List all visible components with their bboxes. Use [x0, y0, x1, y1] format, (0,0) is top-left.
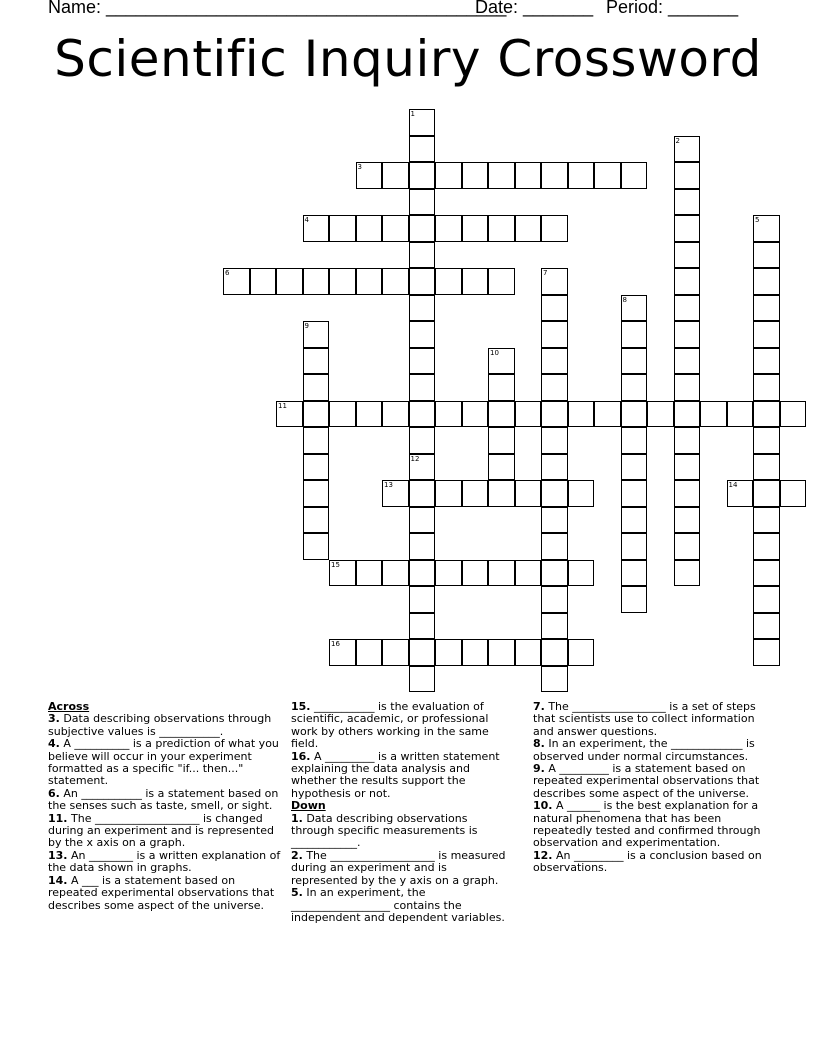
grid-cell[interactable] [356, 401, 383, 428]
grid-cell[interactable] [356, 639, 383, 666]
grid-cell[interactable] [753, 374, 780, 401]
grid-cell[interactable] [435, 215, 462, 242]
grid-cell[interactable] [329, 401, 356, 428]
grid-cell[interactable] [409, 533, 436, 560]
clue-item [533, 800, 765, 850]
grid-cell[interactable] [409, 295, 436, 322]
clue-number: 8 [622, 295, 627, 304]
grid-cell[interactable] [541, 507, 568, 534]
grid-cell[interactable] [541, 268, 568, 295]
grid-cell[interactable] [409, 136, 436, 163]
grid-cell[interactable] [515, 401, 542, 428]
clue-number: 11 [278, 401, 287, 410]
grid-cell[interactable] [674, 215, 701, 242]
grid-cell[interactable] [462, 162, 489, 189]
grid-cell[interactable] [621, 560, 648, 587]
grid-cell[interactable] [647, 401, 674, 428]
grid-cell[interactable] [515, 639, 542, 666]
grid-cell[interactable] [382, 560, 409, 587]
grid-cell[interactable] [303, 321, 330, 348]
grid-cell[interactable] [541, 348, 568, 375]
grid-cell[interactable] [488, 348, 515, 375]
grid-cell[interactable] [674, 454, 701, 481]
clue-number: 2 [675, 136, 680, 145]
grid-cell[interactable] [303, 507, 330, 534]
grid-cell[interactable] [409, 613, 436, 640]
grid-cell[interactable] [409, 666, 436, 693]
clue-item [48, 875, 284, 912]
grid-cell[interactable] [250, 268, 277, 295]
clue-number: 10. [533, 799, 553, 813]
grid-cell[interactable] [462, 560, 489, 587]
clue-number: 8. [533, 737, 545, 751]
clue-item [48, 788, 284, 813]
grid-cell[interactable] [329, 268, 356, 295]
clue-number: 1. [291, 811, 303, 825]
clues-column-2 [291, 701, 513, 924]
grid-cell[interactable] [409, 480, 436, 507]
clue-item [291, 813, 513, 850]
clue-item [533, 701, 765, 738]
grid-cell[interactable] [753, 586, 780, 613]
grid-cell[interactable] [488, 401, 515, 428]
grid-cell[interactable] [568, 639, 595, 666]
grid-cell[interactable] [303, 215, 330, 242]
grid-cell[interactable] [488, 560, 515, 587]
clue-text: In an experiment, the _____________ is observed under normal circumstances. [533, 737, 755, 763]
clue-text: An ________ is a written explanation of the data shown in graphs. [48, 848, 281, 875]
grid-cell[interactable] [727, 401, 754, 428]
clue-item [533, 738, 765, 763]
grid-cell[interactable] [515, 480, 542, 507]
clue-number: 13 [384, 481, 393, 489]
grid-cell[interactable] [753, 295, 780, 322]
grid-cell[interactable] [541, 295, 568, 322]
grid-cell[interactable] [753, 480, 780, 507]
grid-cell[interactable] [621, 454, 648, 481]
grid-cell[interactable] [515, 162, 542, 189]
grid-cell[interactable] [541, 560, 568, 587]
grid-cell[interactable] [541, 427, 568, 454]
clue-number: 6. [48, 786, 60, 800]
grid-cell[interactable] [674, 189, 701, 216]
clue-number: 4 [304, 216, 309, 224]
grid-cell[interactable] [303, 268, 330, 295]
grid-cell[interactable] [435, 560, 462, 587]
grid-cell[interactable] [621, 348, 648, 375]
grid-cell[interactable] [568, 560, 595, 587]
grid-cell[interactable] [435, 162, 462, 189]
clue-text: ___________ is the evaluation of scientific, academic, or professional work by others working in the same field. [291, 700, 489, 751]
grid-cell[interactable] [356, 268, 383, 295]
grid-cell[interactable] [753, 321, 780, 348]
clue-number: 2. [291, 848, 303, 862]
grid-cell[interactable] [435, 639, 462, 666]
clue-text: A __________ is a prediction of what you believe will occur in your experiment formatted as a specific "if... then..." statement. [48, 737, 279, 788]
down-heading: Down [291, 799, 326, 813]
grid-cell[interactable] [303, 480, 330, 507]
grid-cell[interactable] [409, 109, 436, 136]
grid-cell[interactable] [541, 666, 568, 693]
clue-text: The ___________________ is measured during an experiment and is represented by the y axis on a graph. [291, 848, 506, 887]
clue-text: A ______ is the best explanation for a natural phenomena that has been repeatedly tested and confirmed through observation and experimentation. [533, 799, 761, 850]
clue-text: Data describing observations through specific measurements is ____________. [291, 811, 478, 850]
grid-cell[interactable] [674, 242, 701, 269]
grid-cell[interactable] [329, 215, 356, 242]
grid-cell[interactable] [409, 586, 436, 613]
grid-cell[interactable] [409, 321, 436, 348]
grid-cell[interactable] [780, 401, 807, 428]
grid-cell[interactable] [674, 507, 701, 534]
grid-cell[interactable] [488, 427, 515, 454]
clue-text: A ___ is a statement based on repeated experimental observations that describes some aspect of the universe. [48, 873, 275, 912]
grid-cell[interactable] [568, 480, 595, 507]
grid-cell[interactable] [435, 401, 462, 428]
grid-cell[interactable] [541, 533, 568, 560]
grid-cell[interactable] [753, 639, 780, 666]
grid-cell[interactable] [753, 401, 780, 428]
clue-item [533, 763, 765, 800]
grid-cell[interactable] [409, 401, 436, 428]
grid-cell[interactable] [541, 401, 568, 428]
grid-cell[interactable] [753, 268, 780, 295]
clue-text: Data describing observations through subjective values is ___________. [48, 712, 272, 738]
grid-cell[interactable] [753, 507, 780, 534]
grid-cell[interactable] [329, 560, 356, 587]
grid-cell[interactable] [382, 639, 409, 666]
grid-cell[interactable] [409, 374, 436, 401]
clue-number: 12. [533, 848, 553, 862]
date-field[interactable]: Date: _______ [475, 0, 594, 17]
grid-cell[interactable] [727, 480, 754, 507]
clue-text: The _________________ is a set of steps that scientists use to collect information and answer questions. [533, 700, 756, 738]
across-heading: Across [48, 700, 90, 713]
grid-cell[interactable] [674, 268, 701, 295]
grid-cell[interactable] [488, 215, 515, 242]
clue-item [48, 813, 284, 850]
clue-number: 1 [410, 110, 415, 118]
grid-cell[interactable] [303, 533, 330, 560]
clue-number: 3 [357, 163, 362, 171]
grid-cell[interactable] [409, 560, 436, 587]
clue-number: 15. [291, 700, 311, 713]
clue-number: 13. [48, 848, 68, 862]
grid-cell[interactable] [674, 401, 701, 428]
grid-cell[interactable] [329, 639, 356, 666]
grid-cell[interactable] [409, 215, 436, 242]
grid-cell[interactable] [409, 348, 436, 375]
grid-cell[interactable] [541, 480, 568, 507]
clue-text: A _________ is a statement based on repeated experimental observations that describes some aspect of the universe. [533, 762, 760, 800]
clue-text: An ___________ is a statement based on the senses such as taste, smell, or sight. [48, 786, 279, 813]
grid-cell[interactable] [488, 374, 515, 401]
clue-number: 7. [533, 700, 545, 713]
grid-cell[interactable] [382, 215, 409, 242]
clue-number: 16. [291, 749, 311, 763]
grid-cell[interactable] [621, 427, 648, 454]
clue-number: 4. [48, 737, 60, 751]
grid-cell[interactable] [541, 215, 568, 242]
grid-cell[interactable] [276, 401, 303, 428]
grid-cell[interactable] [382, 401, 409, 428]
grid-cell[interactable] [621, 295, 648, 322]
grid-cell[interactable] [515, 560, 542, 587]
grid-cell[interactable] [674, 560, 701, 587]
clue-number: 14 [728, 481, 738, 489]
grid-cell[interactable] [409, 242, 436, 269]
grid-cell[interactable] [674, 374, 701, 401]
grid-cell[interactable] [303, 454, 330, 481]
grid-cell[interactable] [753, 348, 780, 375]
grid-cell[interactable] [700, 401, 727, 428]
grid-cell[interactable] [462, 480, 489, 507]
grid-cell[interactable] [621, 586, 648, 613]
grid-cell[interactable] [621, 480, 648, 507]
grid-cell[interactable] [382, 162, 409, 189]
grid-cell[interactable] [753, 613, 780, 640]
grid-cell[interactable] [621, 401, 648, 428]
grid-cell[interactable] [488, 454, 515, 481]
grid-cell[interactable] [753, 533, 780, 560]
clue-number: 7 [543, 269, 548, 277]
clue-number: 6 [225, 269, 230, 277]
grid-cell[interactable] [409, 268, 436, 295]
grid-cell[interactable] [462, 639, 489, 666]
clue-item [533, 850, 765, 875]
grid-cell[interactable] [303, 427, 330, 454]
grid-cell[interactable] [303, 401, 330, 428]
grid-cell[interactable] [541, 162, 568, 189]
grid-cell[interactable] [541, 321, 568, 348]
name-field[interactable]: Name: ________________________________________ [48, 0, 507, 17]
grid-cell[interactable] [488, 162, 515, 189]
grid-cell[interactable] [621, 533, 648, 560]
grid-cell[interactable] [541, 374, 568, 401]
grid-cell[interactable] [488, 480, 515, 507]
clues-column-1 [48, 701, 284, 912]
grid-cell[interactable] [674, 295, 701, 322]
grid-cell[interactable] [409, 189, 436, 216]
grid-cell[interactable] [462, 268, 489, 295]
grid-cell[interactable] [568, 162, 595, 189]
grid-cell[interactable] [674, 321, 701, 348]
grid-cell[interactable] [435, 268, 462, 295]
grid-cell[interactable] [674, 533, 701, 560]
clue-item [48, 713, 284, 738]
clue-number: 9 [304, 322, 309, 330]
clue-number: 5. [291, 886, 303, 900]
grid-cell[interactable] [462, 401, 489, 428]
grid-cell[interactable] [674, 162, 701, 189]
grid-cell[interactable] [753, 215, 780, 242]
clue-item [48, 850, 284, 875]
grid-cell[interactable] [356, 215, 383, 242]
period-field[interactable]: Period: _______ [606, 0, 739, 17]
grid-cell[interactable] [753, 454, 780, 481]
grid-cell[interactable] [382, 268, 409, 295]
clue-item [291, 850, 513, 887]
grid-cell[interactable] [488, 639, 515, 666]
grid-cell[interactable] [753, 427, 780, 454]
grid-cell[interactable] [621, 507, 648, 534]
grid-cell[interactable] [568, 401, 595, 428]
clues-column-3 [533, 701, 765, 875]
grid-cell[interactable] [409, 162, 436, 189]
grid-cell[interactable] [409, 507, 436, 534]
grid-cell[interactable] [356, 162, 383, 189]
clue-item [48, 738, 284, 788]
clue-number: 5 [755, 216, 760, 224]
grid-cell[interactable] [541, 586, 568, 613]
grid-cell[interactable] [409, 639, 436, 666]
clue-item [291, 751, 513, 801]
clue-text: The ___________________ is changed during an experiment and is represented by the x axis on a graph. [48, 811, 274, 850]
grid-cell[interactable] [753, 242, 780, 269]
grid-cell[interactable] [276, 268, 303, 295]
grid-cell[interactable] [303, 374, 330, 401]
grid-cell[interactable] [780, 480, 807, 507]
page-title: Scientific Inquiry Crossword [54, 30, 762, 88]
grid-cell[interactable] [594, 162, 621, 189]
grid-cell[interactable] [674, 480, 701, 507]
clue-item [291, 701, 513, 751]
clue-number: 16 [331, 640, 340, 648]
grid-cell[interactable] [621, 374, 648, 401]
grid-cell[interactable] [303, 348, 330, 375]
grid-cell[interactable] [356, 560, 383, 587]
clue-text: A _________ is a written statement explaining the data analysis and whether the results support the hypothesis or not. [291, 749, 500, 800]
grid-cell[interactable] [515, 215, 542, 242]
clue-text: An _________ is a conclusion based on observations. [533, 848, 762, 875]
grid-cell[interactable] [462, 215, 489, 242]
clue-text: In an experiment, the __________________ contains the independent and dependent variables. [291, 886, 505, 924]
grid-cell[interactable] [488, 268, 515, 295]
clue-number: 12 [410, 454, 420, 463]
grid-cell[interactable] [753, 560, 780, 587]
clue-number: 11. [48, 811, 68, 825]
clue-number: 15 [331, 560, 340, 569]
grid-cell[interactable] [541, 454, 568, 481]
grid-cell[interactable] [674, 348, 701, 375]
grid-cell[interactable] [223, 268, 250, 295]
grid-cell[interactable] [382, 480, 409, 507]
grid-cell[interactable] [409, 454, 436, 481]
grid-cell[interactable] [541, 639, 568, 666]
grid-cell[interactable] [674, 427, 701, 454]
grid-cell[interactable] [674, 136, 701, 163]
grid-cell[interactable] [409, 427, 436, 454]
grid-cell[interactable] [621, 321, 648, 348]
clue-number: 10 [490, 348, 499, 357]
grid-cell[interactable] [435, 480, 462, 507]
clue-number: 14. [48, 873, 68, 887]
clue-number: 3. [48, 712, 60, 726]
grid-cell[interactable] [541, 613, 568, 640]
clue-number: 9. [533, 762, 545, 776]
clue-item [291, 887, 513, 924]
grid-cell[interactable] [594, 401, 621, 428]
grid-cell[interactable] [621, 162, 648, 189]
